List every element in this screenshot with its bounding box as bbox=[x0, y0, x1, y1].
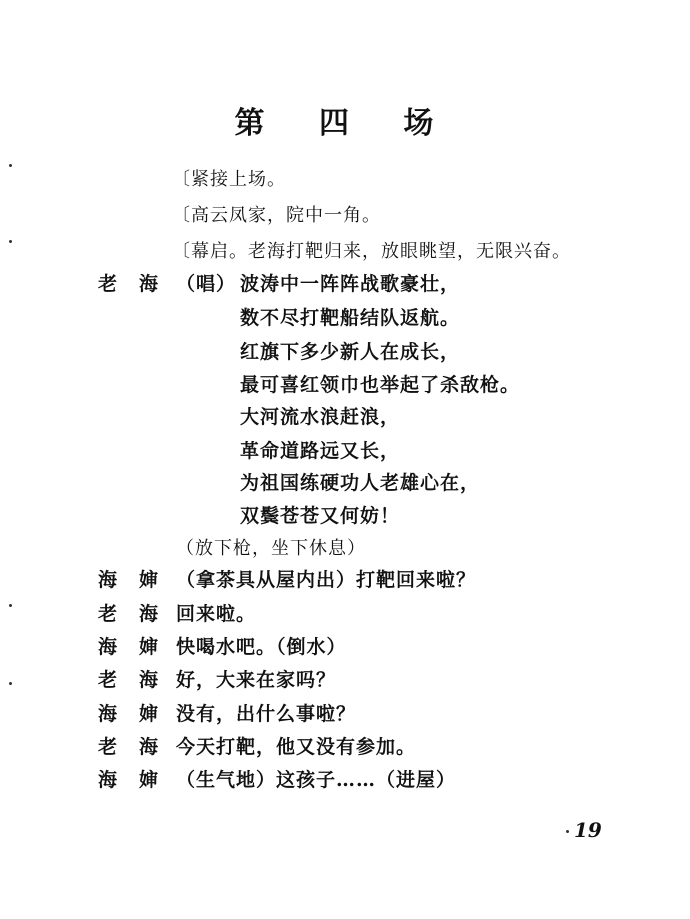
speaker-name: 老海 bbox=[98, 669, 181, 691]
verse-line: 数不尽打靶船结队返航。 bbox=[240, 307, 461, 329]
print-speck bbox=[9, 164, 12, 167]
dialogue-line: 没有，出什么事啦？ bbox=[176, 703, 357, 725]
verse-line: 为祖国练硬功人老雄心在， bbox=[240, 472, 481, 494]
print-speck bbox=[9, 240, 12, 243]
sing-cue: （唱） bbox=[176, 273, 237, 295]
dialogue-line: （生气地）这孩子……（进屋） bbox=[176, 769, 457, 791]
print-speck bbox=[566, 830, 569, 833]
speaker-name: 海婶 bbox=[98, 569, 181, 591]
verse-line: 双鬓苍苍又何妨！ bbox=[240, 505, 401, 527]
page-number: 19 bbox=[574, 818, 602, 842]
verse-line: 红旗下多少新人在成长， bbox=[240, 341, 461, 363]
print-speck bbox=[9, 682, 12, 685]
dialogue-line: （拿茶具从屋内出）打靶回来啦？ bbox=[176, 569, 477, 591]
speaker-name: 老海 bbox=[98, 273, 181, 295]
speaker-name: 海婶 bbox=[98, 769, 181, 791]
dialogue-line: 今天打靶，他又没有参加。 bbox=[176, 736, 417, 758]
print-speck bbox=[9, 604, 12, 607]
verse-line: 波涛中一阵阵战歌豪壮， bbox=[240, 273, 461, 295]
dialogue-line: 回来啦。 bbox=[176, 603, 257, 625]
stage-direction: （放下枪，坐下休息） bbox=[176, 538, 366, 559]
scene-title: 第 四 场 bbox=[234, 106, 456, 141]
dialogue-line: 好，大来在家吗？ bbox=[176, 669, 337, 691]
speaker-name: 老海 bbox=[98, 603, 181, 625]
speaker-name: 老海 bbox=[98, 736, 181, 758]
stage-direction: 〔紧接上场。 bbox=[172, 169, 286, 190]
stage-direction: 〔高云凤家，院中一角。 bbox=[172, 205, 381, 226]
speaker-name: 海婶 bbox=[98, 703, 181, 725]
dialogue-line: 快喝水吧。（倒水） bbox=[176, 636, 347, 658]
verse-line: 大河流水浪赶浪， bbox=[240, 406, 401, 428]
stage-direction: 〔幕启。老海打靶归来，放眼眺望，无限兴奋。 bbox=[172, 241, 571, 262]
speaker-name: 海婶 bbox=[98, 636, 181, 658]
verse-line: 革命道路远又长， bbox=[240, 440, 401, 462]
verse-line: 最可喜红领巾也举起了杀敌枪。 bbox=[240, 374, 521, 396]
